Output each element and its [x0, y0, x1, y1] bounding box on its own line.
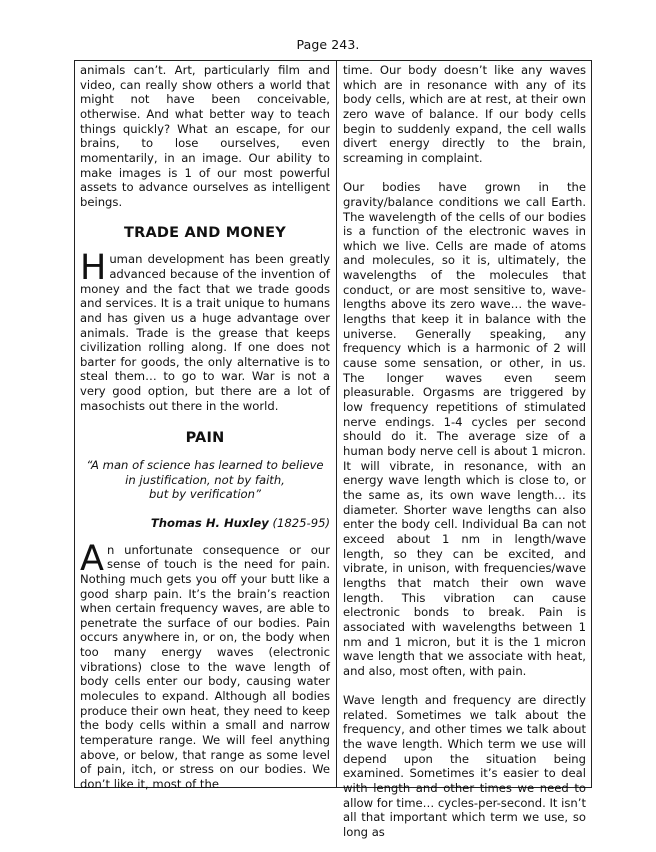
dropcap-a: A [80, 538, 104, 579]
body-paragraph: Our bodies have grown in the gravity/balance conditions we call Earth. The wavelength of the cells of our bodies is a function of the electronic waves in which we live. Cells are made of atoms and molecules, so it is, ultimately, the wavelengths of the molecules that conduct, or are most sensitive to, wave-lengths above its zero wave… the wave-lengths that keep it in balance with the universe. Generally speaking, any frequency which is a harmonic of 2 will cause some sensation, or other, in us. The longer waves even seem pleasurable. Orgasms are triggered by low frequency repetitions of stimulated nerve endings. 1-4 cycles per second should do it. The average size of a human body nerve cell is about 1 micron. It will vibrate, in resonance, with an energy wave length which is close to, or the same as, its own wave length… its diameter. Shorter wave lengths can also enter the body cell. Individual Ba can not exceed about 1 nm in length/wave length, so they can be excited, and vibrate, in unison, with frequencies/wave lengths that match their own wave length. This vibration can cause electronic bonds to break. Pain is associated with wavelengths between 1 nm and 1 micron, but it is the 1 micron wave length that we associate with heat, and also, most often, with pain. [343, 180, 586, 678]
dropcap-h: H [80, 248, 107, 289]
quote-attribution [80, 516, 330, 531]
right-column [343, 63, 586, 840]
body-paragraph: time. Our body doesn’t like any waves which are in resonance with any of its body cells, which are at rest, at their own zero wave of balance. If our body cells begin to suddenly expand, the cell walls divert energy directly to the brain, screaming in complaint. [343, 63, 586, 165]
epigraph-quote [80, 458, 330, 502]
pain-paragraph-text: n unfortunate consequence or our sense of touch is the need for pain. Nothing much gets you off your butt like a good sharp pain. It’s the brain’s reaction when certain frequency waves, are able to penetrate the surface of our bodies. Pain occurs anywhere in, or on, the body when too many energy waves (electronic vibrations) close to the wave length of body cells enter our body, causing water molecules to expand. Although all bodies produce their own heat, they need to keep the body cells within a small and narrow temperature range. We will feel anything above, or below, that range as some level of pain, itch, or stress on our bodies. We don’t like it, most of the [80, 542, 330, 792]
attribution-name: Thomas H. Huxley [150, 515, 269, 530]
quote-line: but by verification” [148, 487, 261, 502]
trade-paragraph [80, 248, 330, 413]
heading-trade-and-money: TRADE AND MONEY [123, 224, 286, 241]
heading-pain: PAIN [185, 430, 225, 447]
quote-line: “A man of science has learned to believe [86, 458, 324, 473]
attribution-years: (1825-95) [272, 515, 330, 530]
paragraph-gap [343, 166, 586, 181]
trade-paragraph-text: uman development has been greatly advanced because of the invention of money and the fact that we trade goods and services. It is a trait unique to humans and has given us a huge advantage over animals. Trade is the grease that keeps civilization rolling along. If one does not barter for goods, the only alternative is to steal them… to go to war. War is not a very good option, but there are a lot of masochists out there in the world. [80, 252, 330, 413]
left-column [80, 63, 330, 792]
quote-line: in justification, not by faith, [125, 472, 285, 487]
column-divider [336, 61, 337, 787]
intro-paragraph: animals can’t. Art, particularly film and video, can really show others a world that might not have been conceivable, otherwise. And what better way to teach things quickly? What an escape, for our brains, to lose ourselves, even momentarily, in an image. Our ability to make images is 1 of our most powerful assets to advance ourselves as intelligent beings. [80, 63, 330, 209]
text-frame [74, 60, 592, 839]
page-number: Page 243. [296, 37, 360, 52]
paragraph-gap [343, 679, 586, 694]
body-paragraph: Wave length and frequency are directly related. Sometimes we talk about the frequency, and other times we talk about the wave length. Which term we use will depend upon the situation being examined. Sometimes it’s easier to deal with length and other times we need to allow for time… cycles-per-second. It isn’t all that important which term we use, so long as [343, 693, 587, 839]
pain-paragraph [80, 538, 330, 792]
